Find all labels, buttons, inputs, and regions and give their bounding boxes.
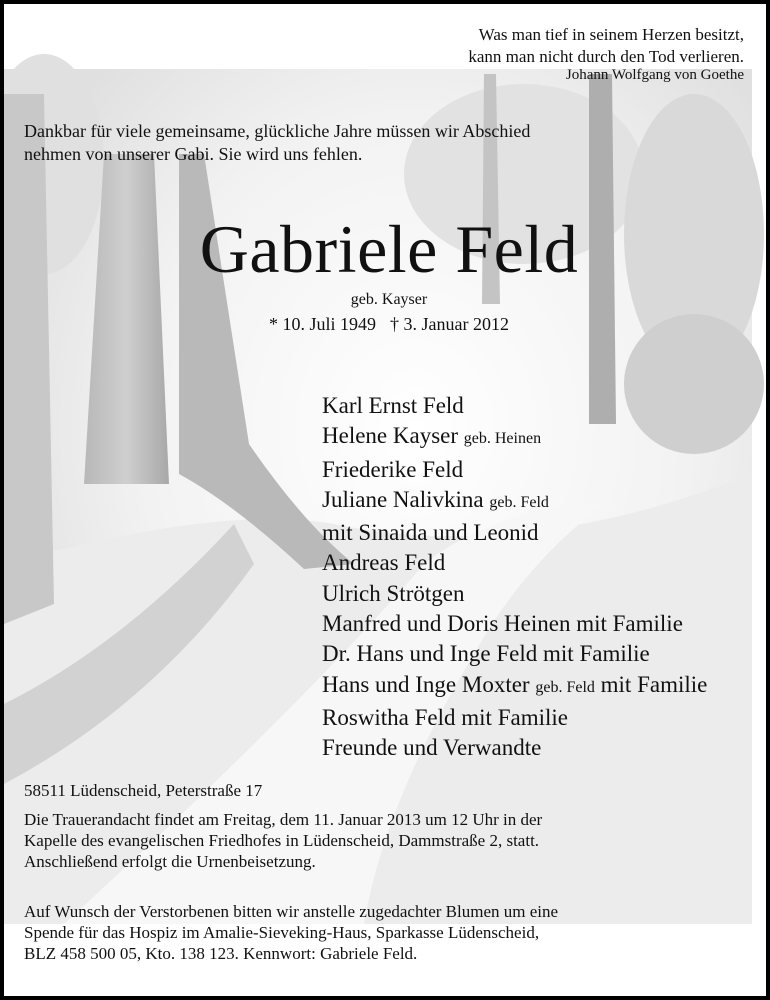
goethe-quote bbox=[468, 24, 744, 68]
mourner: Freunde und Verwandte bbox=[322, 735, 542, 761]
mourner: Ulrich Strötgen bbox=[322, 580, 465, 606]
mourner: Friederike Feld bbox=[322, 456, 464, 482]
birth-date: * 10. Juli 1949 bbox=[269, 314, 377, 334]
death-date: † 3. Januar 2012 bbox=[390, 314, 509, 334]
life-dates bbox=[4, 314, 770, 335]
maiden-name-note: geb. Feld bbox=[489, 493, 549, 511]
gratitude-text bbox=[24, 120, 530, 166]
quote-line-2: kann man nicht durch den Tod verlieren. bbox=[468, 47, 744, 66]
deceased-name: Gabriele Feld bbox=[199, 211, 579, 287]
donation-line-3: BLZ 458 500 05, Kto. 138 123. Kennwort: Gabriele Feld. bbox=[24, 944, 418, 963]
service-line-3: Anschließend erfolgt die Urnenbeisetzung. bbox=[24, 852, 316, 871]
birth-name: geb. Kayser bbox=[350, 291, 428, 308]
mourner: Helene Kayser geb. Heinen bbox=[322, 423, 542, 449]
mourner: mit Sinaida und Leonid bbox=[322, 520, 539, 546]
mourner: Manfred und Doris Heinen mit Familie bbox=[322, 611, 683, 637]
service-line-1: Die Trauerandacht findet am Freitag, dem 11. Januar 2013 um 12 Uhr in der bbox=[24, 810, 543, 829]
mourner: Juliane Nalivkina geb. Feld bbox=[322, 486, 549, 512]
maiden-name-note: geb. Feld bbox=[535, 678, 595, 696]
donation-line-2: Spende für das Hospiz im Amalie-Sieveking-Haus, Sparkasse Lüdenscheid, bbox=[24, 923, 540, 942]
maiden-name-note: geb. Heinen bbox=[463, 430, 542, 448]
gratitude-line-1: Dankbar für viele gemeinsame, glückliche Jahre müssen wir Abschied bbox=[24, 121, 531, 141]
service-notice bbox=[24, 809, 542, 872]
mourner: Karl Ernst Feld bbox=[322, 393, 464, 418]
mourner: Andreas Feld bbox=[322, 550, 446, 576]
gratitude-line-2: nehmen von unserer Gabi. Sie wird uns fehlen. bbox=[24, 144, 363, 164]
service-line-2: Kapelle des evangelischen Friedhofes in Lüdenscheid, Dammstraße 2, statt. bbox=[24, 831, 540, 850]
quote-line-1: Was man tief in seinem Herzen besitzt, bbox=[478, 25, 744, 44]
mourner: Roswitha Feld mit Familie bbox=[322, 704, 568, 730]
donation-line-1: Auf Wunsch der Verstorbenen bitten wir anstelle zugedachter Blumen um eine bbox=[24, 902, 559, 921]
quote-author: Johann Wolfgang von Goethe bbox=[565, 67, 744, 83]
family-address: 58511 Lüdenscheid, Peterstraße 17 bbox=[24, 781, 263, 800]
mourner: Hans und Inge Moxter geb. Feld mit Familie bbox=[322, 671, 708, 697]
mourners-list bbox=[322, 391, 707, 764]
mourner: Dr. Hans und Inge Feld mit Familie bbox=[322, 641, 650, 667]
donation-notice bbox=[24, 901, 558, 964]
